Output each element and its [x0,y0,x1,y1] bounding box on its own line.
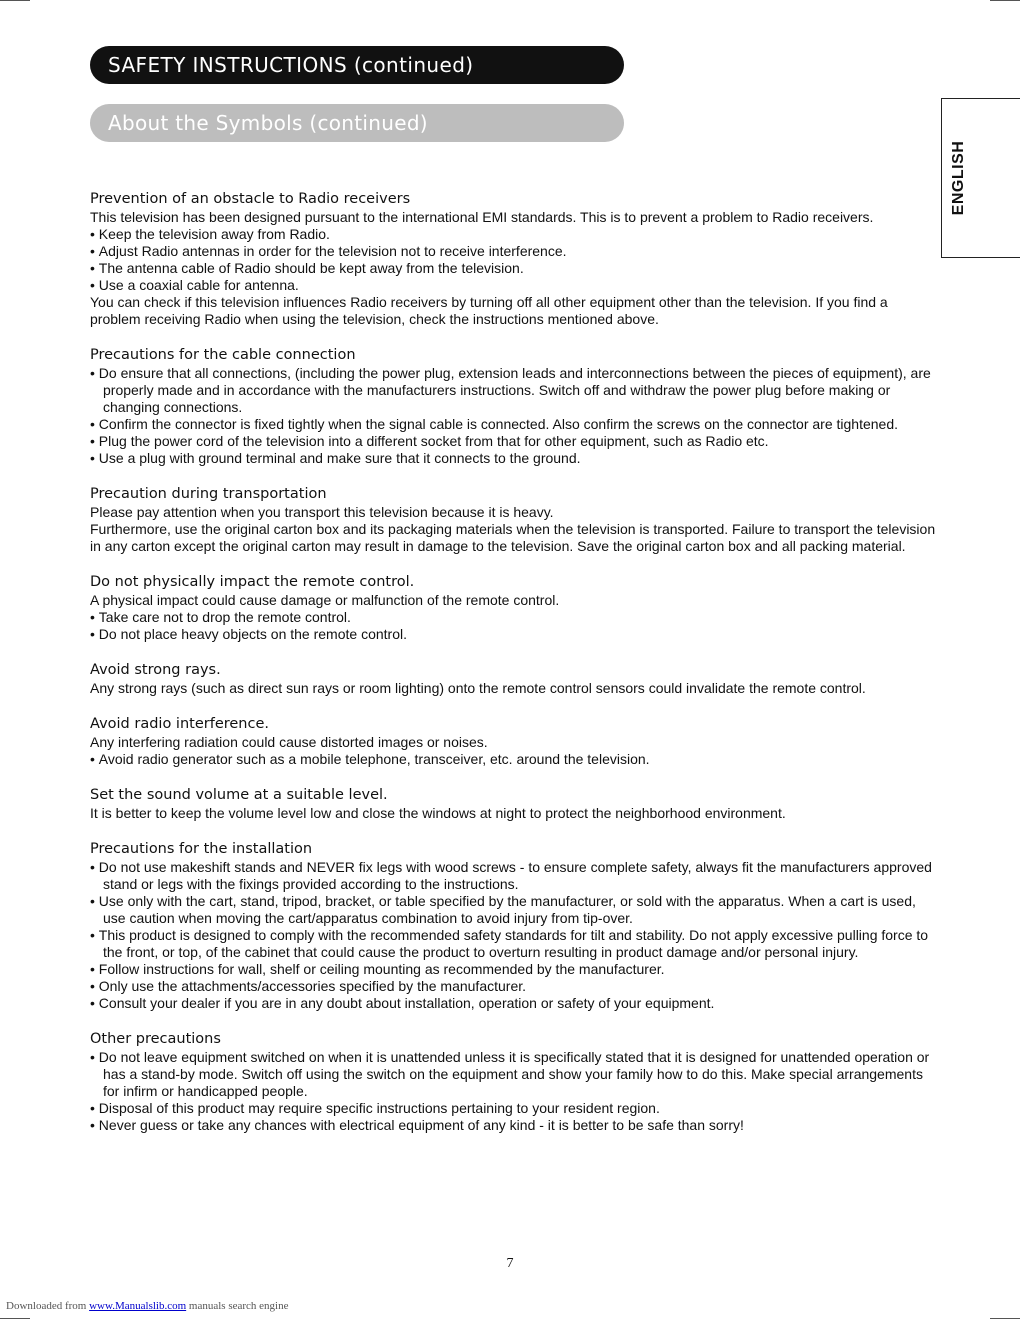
section-installation [90,840,938,1012]
section-heading: Precaution during transportation [90,486,327,502]
section-other-precautions [90,1030,938,1134]
bullet-list [90,1049,938,1134]
bullet-item: • Never guess or take any chances with electrical equipment of any kind - it is better to be safe than sorry! [90,1117,938,1134]
page-number: 7 [506,1256,514,1271]
section-paragraph: Any interfering radiation could cause distorted images or noises. [90,734,488,750]
bullet-list [90,751,938,768]
bullet-item: • Disposal of this product may require specific instructions pertaining to your resident region. [90,1100,938,1117]
language-tab-label: ENGLISH [950,140,967,216]
section-heading: Do not physically impact the remote control. [90,574,415,590]
section-paragraph: Any strong rays (such as direct sun rays or room lighting) onto the remote control sensors could invalidate the remote control. [90,680,866,696]
crop-mark [0,0,30,1]
crop-mark [990,1318,1020,1319]
bullet-item: • Do not place heavy objects on the remote control. [90,626,938,643]
bullet-item: • Avoid radio generator such as a mobile telephone, transceiver, etc. around the television. [90,751,938,768]
bullet-list [90,859,938,1012]
section-heading: Avoid radio interference. [90,716,269,732]
bullet-list [90,365,938,467]
bullet-item: • Take care not to drop the remote control. [90,609,938,626]
bullet-item: • Use a coaxial cable for antenna. [90,277,938,294]
bullet-item: • Do not use makeshift stands and NEVER fix legs with wood screws - to ensure complete safety, always fit the manufacturers approved stand or legs with the fixings provided according to the instructions. [90,859,938,893]
document-body [90,190,938,1152]
section-paragraph: A physical impact could cause damage or malfunction of the remote control. [90,592,560,608]
bullet-item: • Use a plug with ground terminal and make sure that it connects to the ground. [90,450,938,467]
bullet-item: • Plug the power cord of the television into a different socket from that for other equipment, such as Radio etc. [90,433,938,450]
bullet-item: • Keep the television away from Radio. [90,226,938,243]
bullet-item: • Confirm the connector is fixed tightly when the signal cable is connected. Also confirm the screws on the connector are tightened. [90,416,938,433]
section-radio-receivers [90,190,938,328]
bullet-list [90,609,938,643]
section-cable-connection [90,346,938,467]
section-heading: Prevention of an obstacle to Radio receivers [90,191,411,207]
section-heading: Other precautions [90,1031,221,1047]
section-paragraph: It is better to keep the volume level low and close the windows at night to protect the neighborhood environment. [90,805,786,821]
crop-mark [990,0,1020,1]
section-heading: Set the sound volume at a suitable level. [90,787,388,803]
download-footer [6,1300,288,1312]
bullet-item: • Do not leave equipment switched on when it is unattended unless it is specifically stated that it is designed for unattended operation or has a stand-by mode. Switch off using the switch on the equipment and show your family how to do this. Make special arrangements for infirm or handicapped people. [90,1049,938,1100]
section-sound-volume [90,786,938,822]
section-paragraph: Please pay attention when you transport this television because it is heavy. [90,504,554,520]
footer-suffix: manuals search engine [188,1300,289,1312]
crop-mark [0,1318,30,1319]
section-paragraph: Furthermore, use the original carton box and its packaging materials when the television is transported. Failure to transport the television in any carton except the original carton may result in damage to the television. Save the original carton box and all packing material. [90,521,936,554]
footer-prefix: Downloaded from [6,1300,87,1312]
section-heading: Precautions for the cable connection [90,347,356,363]
bullet-item: • Follow instructions for wall, shelf or ceiling mounting as recommended by the manufacturer. [90,961,938,978]
manualslib-link[interactable]: www.Manualslib.com [89,1300,187,1312]
bullet-item: • Adjust Radio antennas in order for the television not to receive interference. [90,243,938,260]
section-strong-rays [90,661,938,697]
bullet-item: • Do ensure that all connections, (including the power plug, extension leads and interconnections between the pieces of equipment), are properly made and in accordance with the manufacturers instructions. Switch off and withdraw the power plug before making or changing connections. [90,365,938,416]
section-heading: Precautions for the installation [90,841,313,857]
section-paragraph: You can check if this television influences Radio receivers by turning off all other equipment other than the television. If you find a problem receiving Radio when using the television, check the instructions mentioned above. [90,294,888,327]
bullet-item: • Use only with the cart, stand, tripod, bracket, or table specified by the manufacturer, or sold with the apparatus. When a cart is used, use caution when moving the cart/apparatus combination to avoid injury from tip-over. [90,893,938,927]
section-subtitle: About the Symbols (continued) [90,104,624,142]
section-heading: Avoid strong rays. [90,662,221,678]
bullet-item: • The antenna cable of Radio should be kept away from the television. [90,260,938,277]
bullet-item: • This product is designed to comply with the recommended safety standards for tilt and stability. Do not apply excessive pulling force to the front, or top, of the cabinet that could cause the product to overturn resulting in product damage and/or personal injury. [90,927,938,961]
bullet-list [90,226,938,294]
section-transportation [90,485,938,555]
section-paragraph: This television has been designed pursuant to the international EMI standards. This is to prevent a problem to Radio receivers. [90,209,874,225]
bullet-item: • Consult your dealer if you are in any doubt about installation, operation or safety of your equipment. [90,995,938,1012]
bullet-item: • Only use the attachments/accessories specified by the manufacturer. [90,978,938,995]
section-remote-impact [90,573,938,643]
section-radio-interference [90,715,938,768]
page-title: SAFETY INSTRUCTIONS (continued) [90,46,624,84]
